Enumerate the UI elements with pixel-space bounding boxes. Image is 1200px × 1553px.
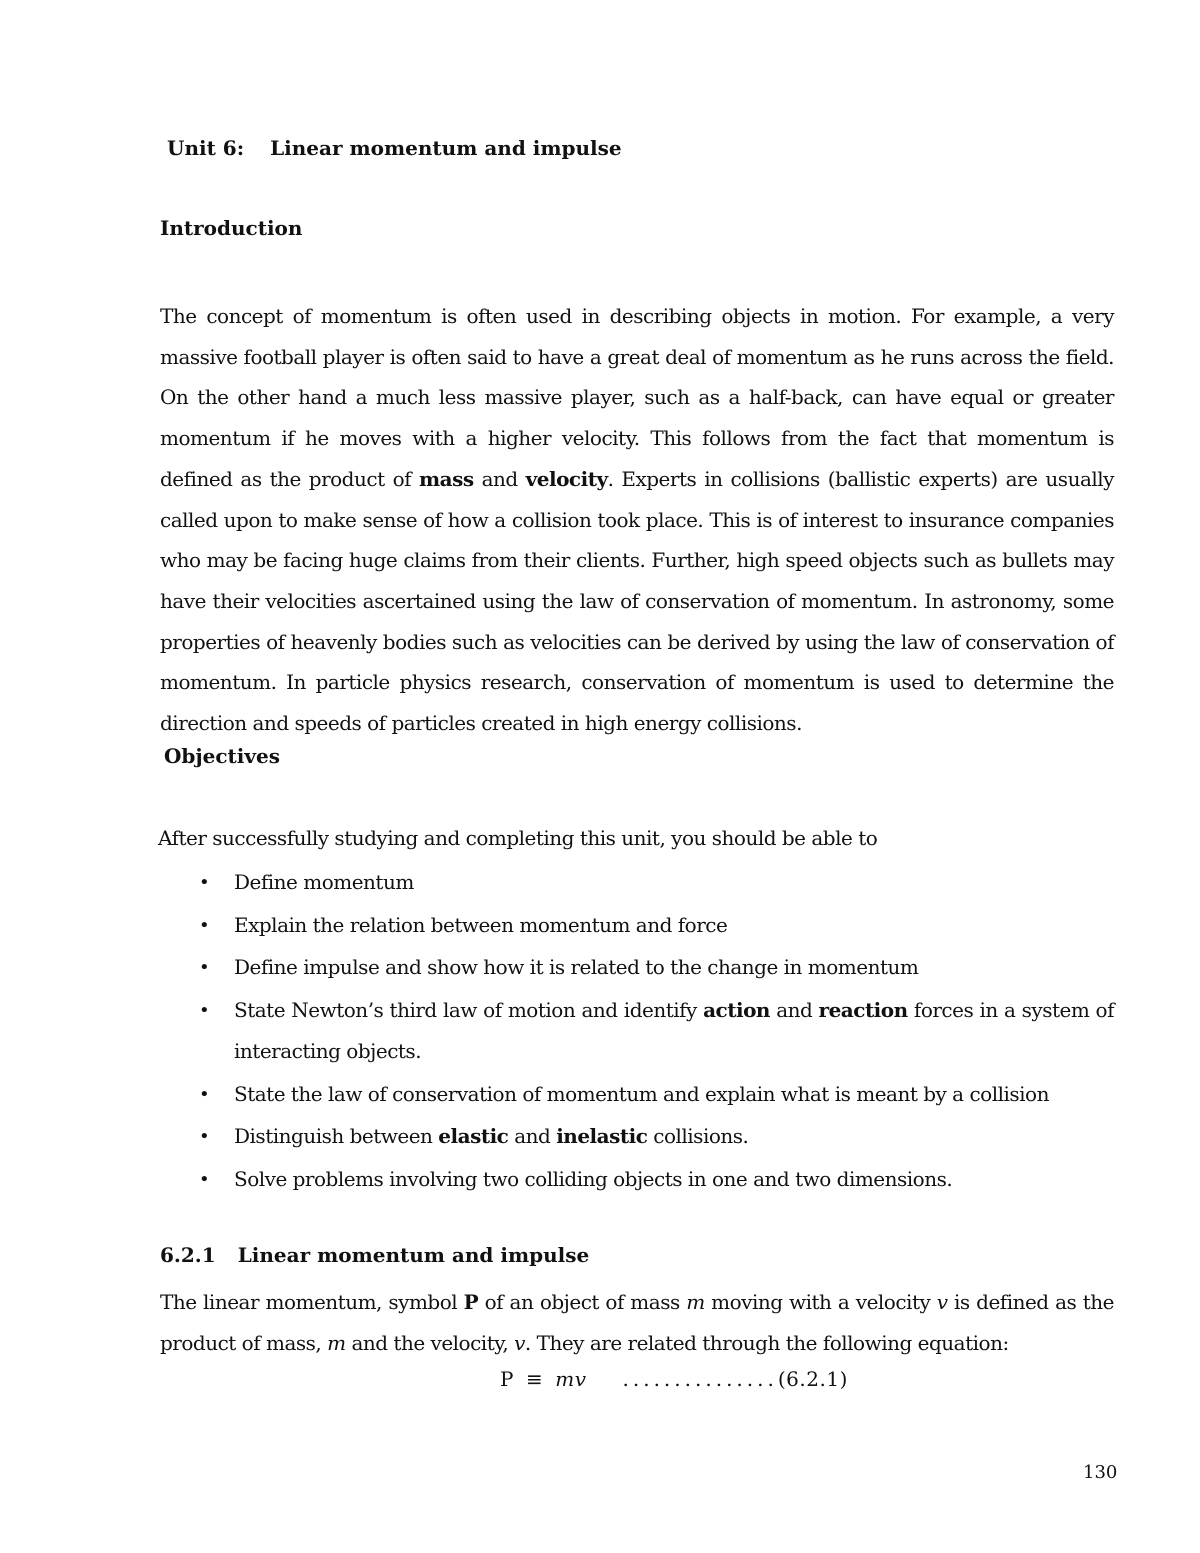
list-item [0, 862, 1114, 904]
objective-text: and [508, 1124, 557, 1148]
objective-bold-inelastic: inelastic [556, 1124, 648, 1148]
unit-label: Unit 6: [167, 136, 245, 160]
objective-text: Distinguish between [234, 1124, 439, 1148]
bullet-icon: • [199, 1083, 210, 1105]
introduction-paragraph [160, 296, 1114, 744]
bullet-icon: • [199, 1168, 210, 1190]
list-item [0, 1159, 1114, 1201]
objective-bold-elastic: elastic [438, 1124, 509, 1148]
bullet-icon: • [199, 957, 210, 978]
unit-title-text: Linear momentum and impulse [270, 136, 622, 160]
objective-text: Explain the relation between momentum and force [234, 912, 728, 937]
introduction-heading: Introduction [160, 216, 303, 240]
objective-text: Solve problems involving two colliding objects in one and two dimensions. [234, 1166, 953, 1191]
symbol-m: m [327, 1330, 346, 1355]
objective-bold-action: action [703, 997, 770, 1022]
list-item [0, 1074, 1114, 1116]
unit-title [167, 136, 622, 160]
objective-text: forces in a system of interacting objects. [234, 997, 1114, 1063]
symbol-m: m [686, 1290, 705, 1314]
list-item [0, 1116, 1114, 1158]
objective-text: collisions. [647, 1124, 749, 1148]
objective-text: Define momentum [234, 870, 414, 894]
intro-bold-velocity: velocity [525, 466, 608, 491]
symbol-v: v [936, 1290, 948, 1314]
symbol-p: P [463, 1290, 479, 1314]
objectives-list [0, 862, 1200, 1201]
intro-text-1: The concept of momentum is often used in describing objects in motion. For example, a very massive football player is often said to have a great deal of momentum as he runs across the field. On the other hand a much less massive player, such as a half-back, can have equal or greater momentum if he moves with a higher velocity. This follows from the fact that momentum is defined as the product of [160, 304, 1114, 491]
equation-6-2-1 [500, 1367, 848, 1391]
list-item [0, 990, 1114, 1073]
section-heading [160, 1243, 589, 1267]
bullet-icon: • [199, 1126, 210, 1147]
symbol-v: v [514, 1330, 525, 1355]
intro-bold-mass: mass [418, 466, 474, 491]
list-item [0, 947, 1114, 989]
equation-operator: ≡ [525, 1367, 544, 1391]
section-text: and the velocity, [345, 1330, 515, 1355]
page-number: 130 [1083, 1462, 1118, 1483]
bullet-icon: • [199, 914, 210, 936]
section-text: of an object of mass [478, 1290, 687, 1314]
objective-text: and [769, 997, 819, 1022]
objectives-heading: Objectives [164, 744, 280, 768]
bullet-icon: • [199, 872, 210, 893]
equation-label: (6.2.1) [777, 1367, 848, 1391]
section-number: 6.2.1 [160, 1243, 216, 1267]
bullet-icon: • [199, 999, 210, 1021]
equation-rhs: mv [555, 1367, 587, 1391]
section-text: moving with a velocity [704, 1290, 937, 1314]
intro-text-2: and [473, 466, 526, 491]
objective-bold-reaction: reaction [818, 997, 908, 1022]
section-text: . They are related through the following equation: [524, 1330, 1009, 1355]
objective-text: Define impulse and show how it is related to the change in momentum [234, 955, 919, 979]
section-title: Linear momentum and impulse [237, 1243, 590, 1267]
objectives-intro: After successfully studying and completing this unit, you should be able to [158, 826, 878, 850]
section-text: The linear momentum, symbol [160, 1290, 464, 1314]
objective-text: State the law of conservation of momentum and explain what is meant by a collision [234, 1081, 1049, 1106]
section-paragraph [160, 1282, 1114, 1363]
list-item [0, 905, 1114, 947]
objective-text: State Newton’s third law of motion and identify [234, 997, 704, 1022]
equation-dots: ............... [622, 1367, 778, 1391]
section-text: is defined as the product of mass, [160, 1290, 1114, 1355]
equation-lhs: P [500, 1367, 514, 1391]
intro-text-3: . Experts in collisions (ballistic experts) are usually called upon to make sense of how a collision took place. This is of interest to insurance companies who may be facing huge claims from their clients. Further, high speed objects such as bullets may have their velocities ascertained using the law of conservation of momentum. In astronomy, some properties of heavenly bodies such as velocities can be derived by using the law of conservation of momentum. In particle physics research, conservation of momentum is used to determine the direction and speeds of particles created in high energy collisions. [160, 466, 1114, 736]
